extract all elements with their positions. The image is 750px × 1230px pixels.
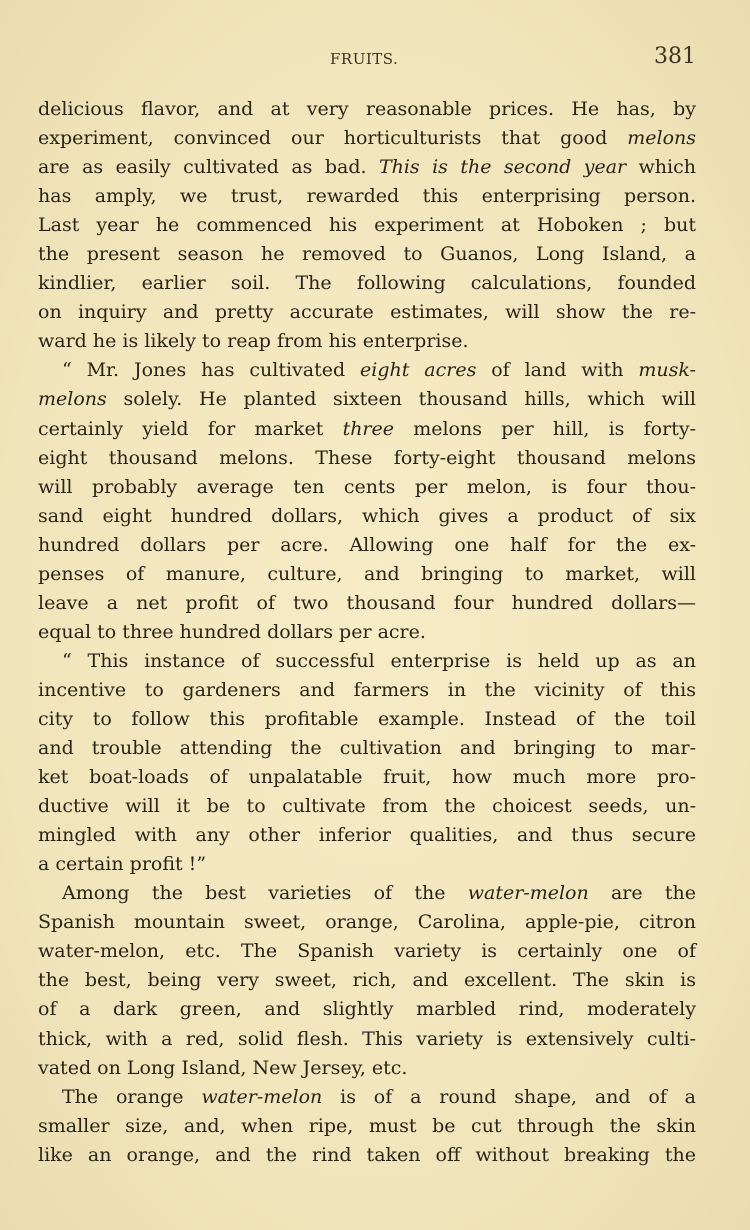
italic-text: musk- — [638, 359, 696, 382]
text-line — [38, 821, 696, 850]
text-line — [38, 502, 696, 531]
text-line — [38, 1054, 696, 1083]
page-number: 381 — [654, 44, 696, 69]
text-line — [38, 356, 696, 385]
text-line — [38, 676, 696, 705]
text-segment: of a dark green, and slightly marbled rind, moderately — [38, 998, 696, 1021]
text-segment: ductive will it be to cultivate from the choicest seeds, un- — [38, 795, 696, 818]
text-segment: “ This instance of successful enterprise is held up as an — [62, 649, 696, 672]
text-line — [38, 908, 696, 937]
text-line — [38, 240, 696, 269]
text-segment: which — [626, 156, 696, 179]
italic-text: melons — [627, 127, 696, 150]
text-line — [38, 705, 696, 734]
text-line — [38, 444, 696, 473]
text-segment: thick, with a red, solid flesh. This variety is extensively culti- — [38, 1027, 696, 1050]
text-segment: ward he is likely to reap from his enterprise. — [38, 330, 469, 353]
text-segment: melons per hill, is forty- — [394, 417, 696, 440]
text-line — [38, 415, 696, 444]
text-segment: Spanish mountain sweet, orange, Carolina, apple-pie, citron — [38, 911, 696, 934]
text-segment: equal to three hundred dollars per acre. — [38, 620, 426, 643]
text-segment: is of a round shape, and of a — [322, 1085, 696, 1108]
italic-text: melons — [38, 388, 107, 411]
text-segment: city to follow this profitable example. Instead of the toil — [38, 707, 696, 730]
text-segment: of land with — [476, 359, 639, 382]
text-segment: vated on Long Island, New Jersey, etc. — [38, 1056, 408, 1079]
text-segment: “ Mr. Jones has cultivated — [62, 359, 361, 382]
running-title: FRUITS. — [330, 50, 399, 68]
text-line — [38, 1141, 696, 1170]
text-line — [38, 531, 696, 560]
text-line — [38, 995, 696, 1024]
text-line — [38, 647, 696, 676]
text-line — [38, 937, 696, 966]
text-segment: leave a net profit of two thousand four hundred dollars— — [38, 591, 696, 614]
text-segment: delicious flavor, and at very reasonable prices. He has, by — [38, 98, 696, 120]
text-line — [38, 966, 696, 995]
text-line — [38, 298, 696, 327]
text-segment: are as easily cultivated as bad. — [38, 156, 379, 179]
text-segment: like an orange, and the rind taken off without breaking the — [38, 1143, 696, 1166]
text-segment: solely. He planted sixteen thousand hills, which will — [106, 388, 696, 411]
text-segment: will probably average ten cents per melon, is four thou- — [38, 475, 696, 498]
text-segment: penses of manure, culture, and bringing to market, will — [38, 562, 696, 585]
text-line — [38, 124, 696, 153]
text-segment: and trouble attending the cultivation and bringing to mar- — [38, 737, 696, 760]
text-segment: The orange — [62, 1085, 202, 1108]
italic-text: three — [342, 417, 395, 440]
text-line — [38, 211, 696, 240]
text-segment: ket boat-loads of unpalatable fruit, how much more pro- — [38, 766, 696, 789]
text-segment: are the — [588, 882, 696, 905]
text-line — [38, 1025, 696, 1054]
text-line — [38, 560, 696, 589]
text-segment: a certain profit !” — [38, 853, 207, 876]
text-segment: incentive to gardeners and farmers in the vicinity of this — [38, 678, 696, 701]
text-segment: kindlier, earlier soil. The following calculations, founded — [38, 272, 696, 295]
text-line — [38, 327, 696, 356]
body-text — [38, 95, 696, 1170]
text-line — [38, 1083, 696, 1112]
italic-text: This is the second year — [378, 156, 627, 179]
text-segment: smaller size, and, when ripe, must be cut through the skin — [38, 1114, 696, 1137]
text-segment: experiment, convinced our horticulturists that good — [38, 127, 628, 150]
text-segment: the present season he removed to Guanos, Long Island, a — [38, 243, 696, 266]
text-segment: eight thousand melons. These forty-eight thousand melons — [38, 446, 696, 469]
text-line — [38, 879, 696, 908]
text-segment: sand eight hundred dollars, which gives a product of six — [38, 504, 696, 527]
page-header — [38, 44, 696, 74]
text-segment: mingled with any other inferior qualities, and thus secure — [38, 824, 696, 847]
text-line — [38, 734, 696, 763]
text-line — [38, 385, 696, 414]
text-line — [38, 618, 696, 647]
text-line — [38, 763, 696, 792]
text-line — [38, 95, 696, 124]
text-line — [38, 589, 696, 618]
italic-text: water-melon — [467, 882, 589, 905]
italic-text: eight acres — [360, 359, 477, 382]
text-segment: has amply, we trust, rewarded this enterprising person. — [38, 185, 696, 208]
text-segment: Last year he commenced his experiment at Hoboken ; but — [38, 214, 696, 237]
text-segment: on inquiry and pretty accurate estimates, will show the re- — [38, 301, 696, 324]
text-segment: Among the best varieties of the — [62, 882, 468, 905]
text-line — [38, 473, 696, 502]
text-line — [38, 269, 696, 298]
text-segment: hundred dollars per acre. Allowing one half for the ex- — [38, 533, 696, 556]
text-line — [38, 1112, 696, 1141]
text-line — [38, 850, 696, 879]
text-segment: certainly yield for market — [38, 417, 343, 440]
text-line — [38, 792, 696, 821]
text-line — [38, 153, 696, 182]
text-segment: water-melon, etc. The Spanish variety is certainly one of — [38, 940, 696, 963]
text-segment: the best, being very sweet, rich, and excellent. The skin is — [38, 969, 696, 992]
text-line — [38, 182, 696, 211]
italic-text: water-melon — [201, 1085, 323, 1108]
